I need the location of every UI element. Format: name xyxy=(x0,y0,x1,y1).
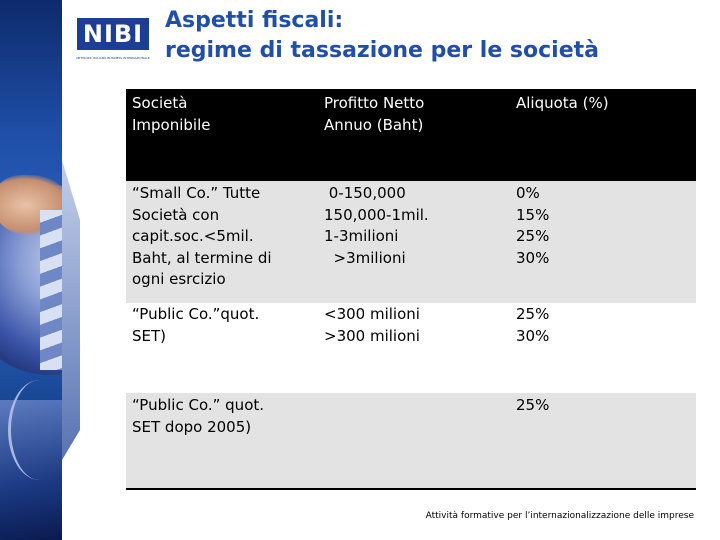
cell-line: 30% xyxy=(516,248,550,267)
cell-line: 25% xyxy=(516,227,550,245)
cell-line: >3milioni xyxy=(324,248,406,267)
table-cell-company xyxy=(126,393,318,488)
table-cell-profit xyxy=(318,303,510,393)
table-row xyxy=(126,393,696,490)
table-cell-rate xyxy=(510,181,696,303)
table-cell-rate xyxy=(510,303,696,393)
cell-line: SET) xyxy=(132,326,167,345)
header-cell-profitto xyxy=(318,89,510,181)
table-cell-rate xyxy=(510,393,696,488)
cell-line: 1-3milioni xyxy=(324,227,399,245)
cell-line: SET dopo 2005) xyxy=(132,417,252,436)
cell-line: ogni esrcizio xyxy=(132,270,226,288)
cell-line: “Public Co.” quot. xyxy=(132,396,265,414)
cell-line: 150,000-1mil. xyxy=(324,205,429,224)
cell-line: “Public Co.”quot. xyxy=(132,305,260,323)
tax-table xyxy=(126,89,696,490)
decorative-side-image xyxy=(0,0,62,540)
header-text: Imponibile xyxy=(132,115,211,134)
cell-line: 25% xyxy=(516,305,550,323)
cell-line: >300 milioni xyxy=(324,326,420,345)
cell-line: “Small Co.” Tutte xyxy=(132,184,261,202)
table-cell-company xyxy=(126,303,318,393)
cell-line: 0-150,000 xyxy=(324,184,406,202)
title-line-2: regime di tassazione per le società xyxy=(165,38,599,63)
cell-line: <300 milioni xyxy=(324,305,420,323)
title-line-1: Aspetti fiscali: xyxy=(165,8,344,33)
table-cell-profit xyxy=(318,393,510,488)
decorative-curve xyxy=(8,380,62,480)
cell-line: 0% xyxy=(516,184,540,202)
cell-line: 30% xyxy=(516,326,550,345)
decorative-block xyxy=(40,210,62,370)
cell-line: Società con xyxy=(132,205,220,224)
footer-text: Attività formative per l’internazionalizzazione delle imprese xyxy=(425,511,694,521)
cell-line: 15% xyxy=(516,205,550,224)
header-text: Aliquota (%) xyxy=(516,94,609,112)
table-row xyxy=(126,181,696,303)
table-cell-company xyxy=(126,181,318,303)
header-text: Annuo (Baht) xyxy=(324,115,424,134)
nibi-logo xyxy=(76,18,150,60)
header-text: Società xyxy=(132,94,188,112)
header-cell-aliquota xyxy=(510,89,696,181)
header-text: Profitto Netto xyxy=(324,94,425,112)
slide-title xyxy=(165,6,599,66)
table-header-row xyxy=(126,89,696,181)
cell-line: Baht, al termine di xyxy=(132,248,272,267)
logo-text: NIBI xyxy=(77,18,149,50)
cell-line: 25% xyxy=(516,396,550,414)
logo-subtitle: NETWORK ITALIANO BUSINESS INTERNAZIONALE xyxy=(76,56,150,60)
table-cell-profit xyxy=(318,181,510,303)
cell-line: capit.soc.<5mil. xyxy=(132,227,254,245)
header-cell-societa xyxy=(126,89,318,181)
table-row xyxy=(126,303,696,393)
decorative-edge xyxy=(62,160,80,460)
